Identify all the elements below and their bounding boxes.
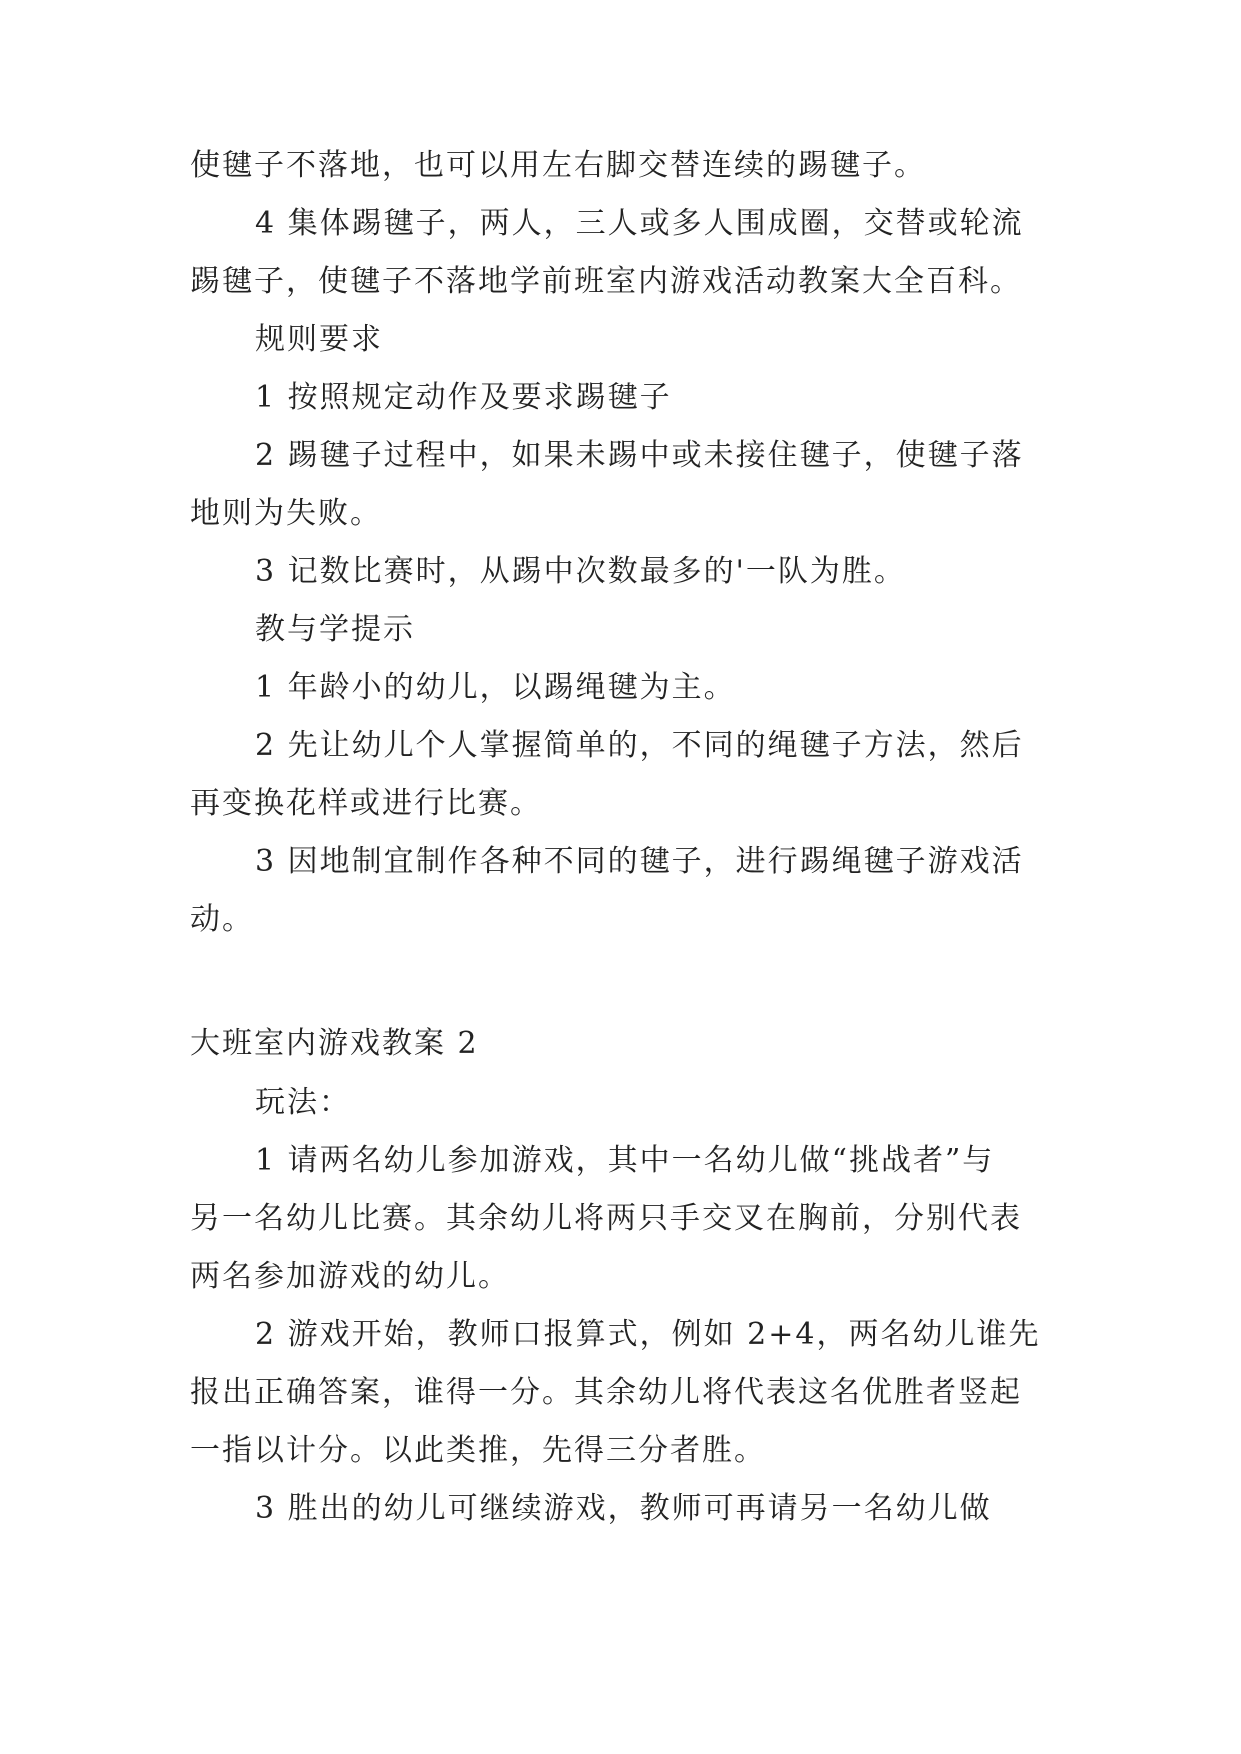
text-line: 1 按照规定动作及要求踢毽子 bbox=[255, 380, 672, 415]
text-line: 2 先让幼儿个人掌握简单的，不同的绳毽子方法，然后 bbox=[255, 728, 1024, 763]
section-heading: 规则要求 bbox=[255, 322, 383, 357]
text-line: 动。 bbox=[190, 902, 254, 937]
text-line: 踢毽子，使毽子不落地学前班室内游戏活动教案大全百科。 bbox=[190, 264, 1022, 299]
text-line: 使毽子不落地，也可以用左右脚交替连续的踢毽子。 bbox=[190, 148, 926, 183]
text-line: 报出正确答案，谁得一分。其余幼儿将代表这名优胜者竖起 bbox=[190, 1375, 1022, 1410]
text-line: 3 因地制宜制作各种不同的毽子，进行踢绳毽子游戏活 bbox=[255, 844, 1024, 879]
text-line: 4 集体踢毽子，两人，三人或多人围成圈，交替或轮流 bbox=[255, 206, 1024, 241]
text-line: 2 踢毽子过程中，如果未踢中或未接住毽子，使毽子落 bbox=[255, 438, 1024, 473]
text-line: 2 游戏开始，教师口报算式，例如 2+4，两名幼儿谁先 bbox=[255, 1317, 1041, 1352]
text-line: 地则为失败。 bbox=[190, 496, 382, 531]
section-heading: 教与学提示 bbox=[255, 612, 415, 647]
section-heading: 玩法： bbox=[255, 1085, 351, 1120]
text-line: 另一名幼儿比赛。其余幼儿将两只手交叉在胸前，分别代表 bbox=[190, 1201, 1022, 1236]
document-title: 大班室内游戏教案 2 bbox=[190, 1026, 479, 1061]
text-line: 两名参加游戏的幼儿。 bbox=[190, 1259, 510, 1294]
text-line: 一指以计分。以此类推，先得三分者胜。 bbox=[190, 1433, 766, 1468]
text-line: 3 记数比赛时，从踢中次数最多的'一队为胜。 bbox=[255, 554, 906, 589]
text-line: 1 年龄小的幼儿，以踢绳毽为主。 bbox=[255, 670, 736, 705]
text-line: 1 请两名幼儿参加游戏，其中一名幼儿做“挑战者”与 bbox=[255, 1143, 995, 1178]
text-line: 3 胜出的幼儿可继续游戏，教师可再请另一名幼儿做 bbox=[255, 1491, 992, 1526]
text-line: 再变换花样或进行比赛。 bbox=[190, 786, 542, 821]
